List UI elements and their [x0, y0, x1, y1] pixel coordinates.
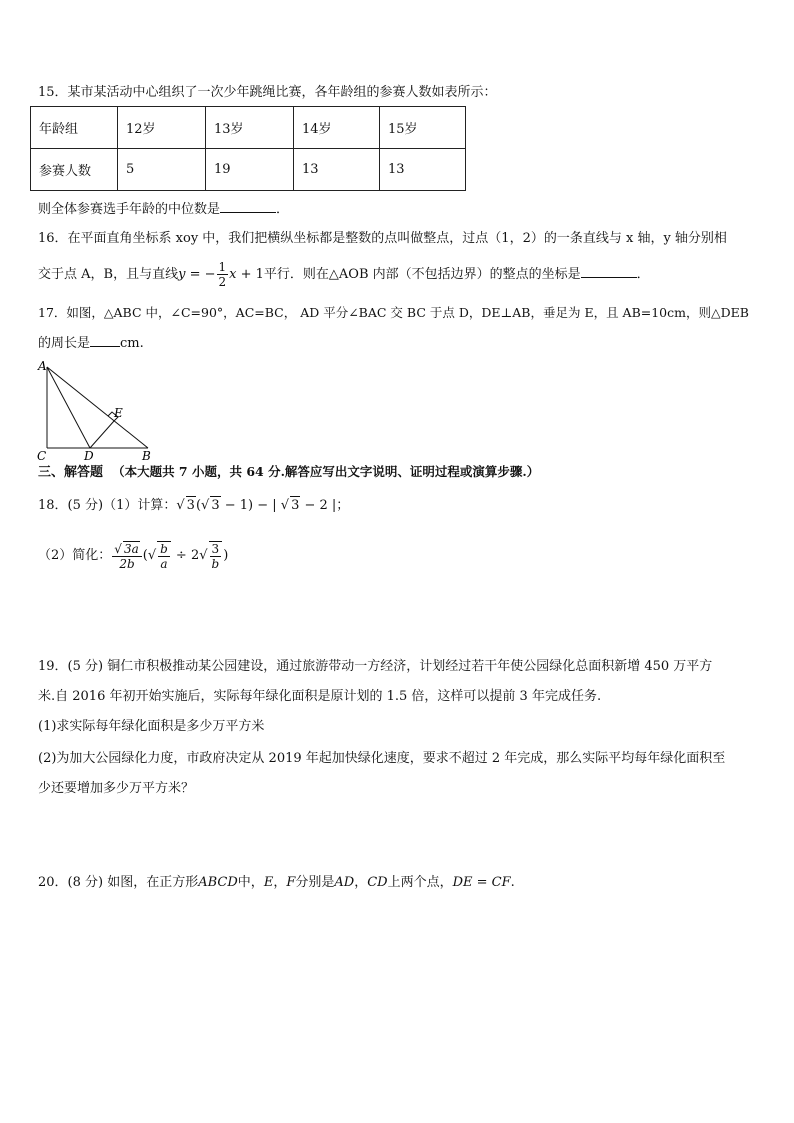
q16-text-end: ．: [636, 267, 650, 282]
fraction-numerator: 3: [210, 542, 222, 557]
table-cell: 年龄组: [31, 107, 118, 149]
table-cell: 13岁: [206, 107, 294, 149]
fraction-denominator: 2b: [119, 556, 135, 571]
q20-text-f: 上两个点，: [387, 875, 453, 890]
point-E: E: [263, 875, 274, 890]
sqrt-3: 3: [211, 498, 220, 513]
q20-text: [38, 874, 515, 892]
q16-text-a: 交于点 A，B，且与直线: [38, 267, 179, 282]
q17-text-b: cm.: [120, 336, 144, 351]
fraction-numerator: b: [160, 541, 168, 556]
age-table: [30, 106, 466, 191]
q20-text-b: 中，: [237, 875, 264, 890]
fraction-numerator: √ 3a: [112, 541, 141, 557]
point-F: F: [286, 875, 296, 890]
q20-text-a: 20．(8 分) 如图，在正方形: [38, 875, 199, 890]
sqrt-3: 3: [291, 498, 300, 513]
label-C: C: [37, 449, 47, 460]
equation-x: x: [229, 267, 237, 282]
section-heading: [38, 463, 539, 482]
segment-DE: [90, 421, 114, 448]
table-cell: 13: [380, 149, 466, 191]
q18-part2: （2）简化： $\frac{√ 3a}{2b}$ (√ $\frac{b}{a}$ ÷ 2√ $\frac{3}{b}$ ): [38, 541, 229, 571]
sqrt-fraction: [209, 541, 223, 571]
side-CD: CD: [367, 875, 388, 890]
q20-text-c: ，: [273, 875, 287, 890]
sqrt-3: 3: [186, 498, 195, 513]
q15-question-text: 则全体参赛选手年龄的中位数是: [38, 202, 221, 217]
q18-part2-label: （2）简化：: [38, 548, 112, 563]
q18-part1-label: 18．(5 分)（1）计算：: [38, 498, 177, 513]
q19-line4: (2)为加大公园绿化力度，市政府决定从 2019 年起加快绿化速度，要求不超过 2 年完成，那么实际平均每年绿化面积至: [38, 751, 726, 766]
q19-line3: (1)求实际每年绿化面积是多少万平方米: [38, 719, 265, 734]
segment-AB: [47, 367, 148, 448]
fraction-denominator: b: [211, 556, 220, 571]
table-cell: 13: [294, 149, 380, 191]
q18-part1: 18．(5 分)（1）计算：√ 3(√ 3 − 1) − | √ 3 − 2 |；: [38, 498, 350, 513]
q17-line1: 17．如图，△ABC 中，∠C=90°，AC=BC， AD 平分∠BAC 交 BC 于点 D，DE⊥AB，垂足为 E，且 AB=10cm，则△DEB: [38, 305, 749, 320]
q18-minus: − 1) − |: [220, 498, 281, 513]
equation-y: y: [178, 267, 186, 282]
table-cell: 12岁: [118, 107, 206, 149]
equation-de-cf: DE = CF: [452, 875, 511, 890]
square-name: ABCD: [198, 875, 238, 890]
q15-question: [38, 200, 289, 219]
q16-line2: [38, 258, 650, 292]
section-title: 三、解答题: [38, 465, 104, 480]
side-AD: AD: [334, 875, 355, 890]
triangle-figure: [34, 360, 164, 460]
q20-text-e: ，: [354, 875, 368, 890]
q20-text-d: 分别是: [295, 875, 335, 890]
q16-text-b: 平行．则在△AOB 内部（不包括边界）的整点的坐标是: [263, 267, 581, 282]
q18-div: ÷ 2: [171, 548, 200, 563]
section-note: （本大题共 7 小题，共 64 分.解答应写出文字说明、证明过程或演算步骤.）: [112, 464, 540, 479]
q17-text-a: 的周长是: [38, 336, 91, 351]
equation-equals: = −: [185, 267, 216, 282]
table-cell: 参赛人数: [31, 149, 118, 191]
sqrt-fraction: [157, 541, 171, 571]
q20-text-g: .: [510, 875, 515, 890]
q19-line5: 少还要增加多少万平方米？: [38, 781, 195, 796]
q18-fraction: [112, 541, 141, 571]
q15-question-end: ．: [276, 202, 290, 217]
q19-line1: 19．(5 分) 铜仁市积极推动某公园建设，通过旅游带动一方经济，计划经过若干年使公园绿化总面积新增 450 万平方: [38, 659, 713, 674]
answer-blank: [581, 265, 637, 278]
q19-line2: 米.自 2016 年初开始实施后，实际每年绿化面积是原计划的 1.5 倍，这样可以提前 3 年完成任务.: [38, 689, 602, 704]
table-row: [31, 149, 466, 191]
answer-blank: [220, 200, 276, 213]
label-B: B: [142, 449, 151, 460]
label-A: A: [38, 360, 47, 373]
table-cell: 5: [118, 149, 206, 191]
equation-fraction: [217, 260, 229, 289]
fraction-numerator: 1: [218, 260, 227, 274]
answer-blank: [90, 334, 120, 347]
table-cell: 15岁: [380, 107, 466, 149]
label-D: D: [84, 449, 94, 460]
q17-line2: [38, 334, 144, 353]
table-row: [31, 107, 466, 149]
fraction-denominator: 2: [218, 275, 227, 289]
q16-line1: 16．在平面直角坐标系 xoy 中，我们把横纵坐标都是整数的点叫做整点，过点（1，2）的一条直线与 x 轴，y 轴分别相: [38, 231, 727, 246]
table-cell: 14岁: [294, 107, 380, 149]
segment-AD: [47, 367, 90, 448]
q15-text: 15．某市某活动中心组织了一次少年跳绳比赛，各年龄组的参赛人数如表所示：: [38, 85, 497, 100]
label-E: E: [114, 406, 123, 420]
table-cell: 19: [206, 149, 294, 191]
q18-end: − 2 |；: [300, 498, 350, 513]
equation-rest: + 1: [236, 267, 264, 282]
fraction-denominator: a: [160, 556, 168, 571]
